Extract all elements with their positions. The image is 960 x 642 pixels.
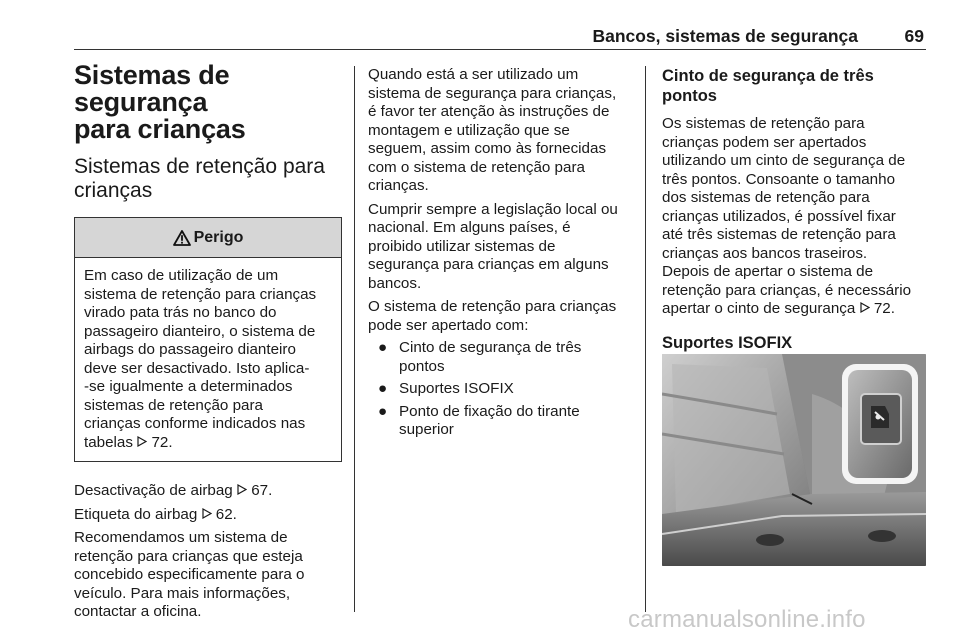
page-ref[interactable]: 62. xyxy=(215,505,237,523)
warning-title: Perigo xyxy=(193,228,244,246)
danger-warning-box xyxy=(74,217,342,462)
recommendation-paragraph: Recomendamos um sistema de retenção para crianças que esteja concebido especificamente para o veículo. Para mais informações, contactar a oficina. xyxy=(74,529,305,620)
list-item: ● Suportes ISOFIX xyxy=(378,380,514,397)
three-point-belt-heading: Cinto de segurança de três pontos xyxy=(662,67,874,105)
isofix-seat-photo xyxy=(662,354,926,566)
page-ref[interactable]: 72. xyxy=(873,300,895,317)
section-title: Sistemas de segurança para crianças xyxy=(74,60,246,144)
column-divider-2 xyxy=(645,66,646,612)
list-item: ● Ponto de fixação do tirante superior xyxy=(378,402,580,438)
rear-seat-illustration xyxy=(662,354,926,566)
fastening-paragraph: O sistema de retenção para crianças pode ser apertado com: xyxy=(368,298,617,334)
usage-paragraph: Quando está a ser utilizado um sistema de segurança para crianças, é favor ter atenção às instruções de montagem e utilização que se seguem, assim como às fornecidas com o sistema de retenção para crianças. xyxy=(368,66,617,194)
header-rule xyxy=(74,49,926,50)
column-1 xyxy=(74,62,342,622)
subsection-title: Sistemas de retenção para crianças xyxy=(74,155,325,202)
page-ref[interactable]: 72. xyxy=(151,433,173,451)
airbag-deactivation-ref: Desactivação de airbag 67. xyxy=(74,482,273,499)
three-point-belt-paragraph: Os sistemas de retenção para crianças podem ser apertados utilizando um cinto de segurança de três pontos. Consoante o tamanho dos sistemas de retenção para crianças utilizados, é possível fixar até três sistemas de retenção para crianças aos bancos traseiros. Depois de apertar o sistema de retenção para crianças, é necessário apertar o cinto de segurança 72. xyxy=(662,115,912,317)
watermark: carmanualsonline.info xyxy=(628,606,866,633)
page-ref-triangle-icon xyxy=(237,484,247,495)
running-header xyxy=(74,24,926,48)
page-ref-triangle-icon xyxy=(860,302,870,313)
column-divider-1 xyxy=(354,66,355,612)
running-title: Bancos, sistemas de segurança xyxy=(592,26,858,46)
page-ref-triangle-icon xyxy=(202,508,212,519)
warning-text: Em caso de utilização de um sistema de retenção para crianças virado pata trás no banco do passageiro dianteiro, o sistema de airbags do passageiro dianteiro deve ser desactivado. Isto aplica- -se igualmente a determinados sistemas de retenção para crianças conforme indicados nas tabelas 72. xyxy=(84,267,317,451)
legislation-paragraph: Cumprir sempre a legislação local ou nacional. Em alguns países, é proibido utilizar sistemas de segurança para crianças em alguns bancos. xyxy=(368,200,618,292)
page-number: 69 xyxy=(904,26,924,46)
isofix-heading: Suportes ISOFIX xyxy=(662,333,793,352)
column-3 xyxy=(662,66,926,353)
page-ref-triangle-icon xyxy=(137,436,147,447)
page-ref[interactable]: 67. xyxy=(251,482,273,499)
airbag-label-ref: Etiqueta do airbag 62. xyxy=(74,505,237,523)
warning-triangle-icon xyxy=(173,230,191,246)
warning-header xyxy=(75,218,341,258)
list-item: ● Cinto de segurança de três pontos xyxy=(378,339,582,375)
column-2 xyxy=(368,66,636,440)
fastening-options-list xyxy=(368,339,636,440)
